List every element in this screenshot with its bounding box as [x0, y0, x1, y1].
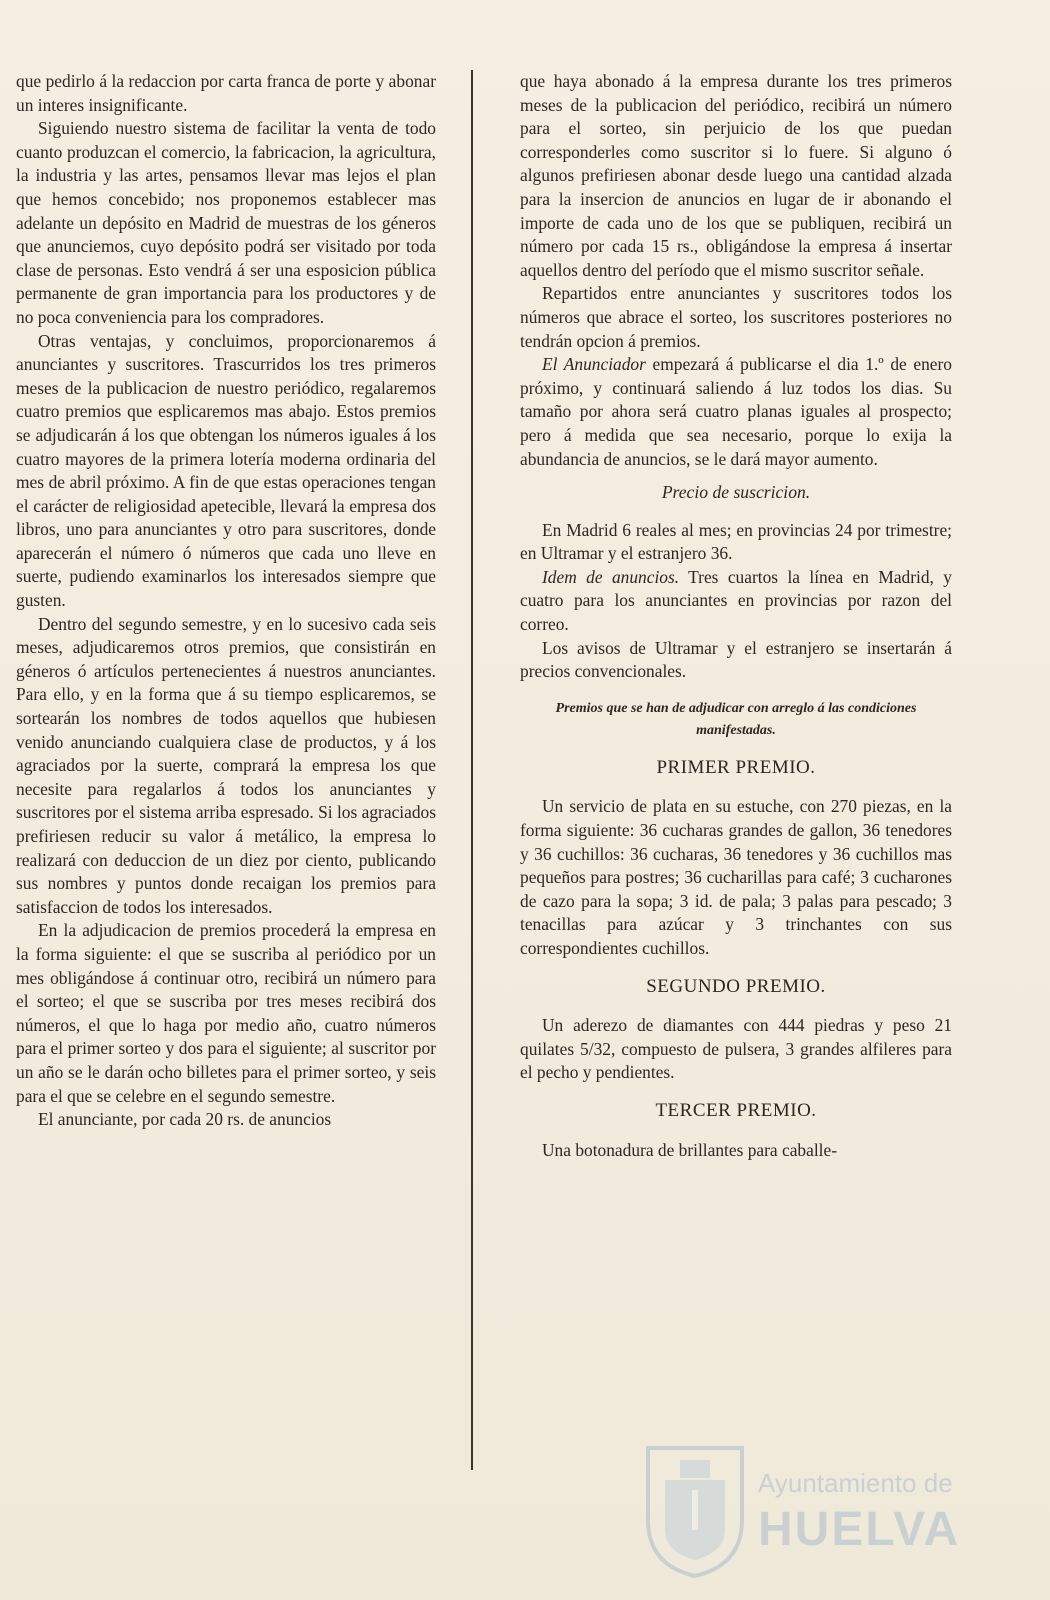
second-prize-text: Un aderezo de diamantes con 444 piedras y peso 21 quilates 5/32, compuesto de pulsera, 3 grandes alfileres para el pecho y pendientes. [520, 1015, 952, 1083]
right-column [520, 70, 952, 1162]
price-heading: Precio de suscricion. [661, 482, 811, 503]
subscription-prices: En Madrid 6 reales al mes; en provincias 24 por trimestre; en Ultramar y el estranjero 36. [520, 519, 952, 564]
left-paragraph-5: En la adjudicacion de premios procederá la empresa en la forma siguiente: el que se suscriba al periódico por un mes obligándose á continuar otro, recibirá un número para el sorteo; el que se suscriba por tres meses recibirá dos números, el que lo haga por medio año, cuatro números para el primer sorteo y dos para el siguiente; al suscritor por un año se le darán ocho billetes para el primer sorteo, y seis para el que se celebre en el segundo semestre. [16, 920, 436, 1106]
overseas-notice: Los avisos de Ultramar y el estranjero se insertarán á precios convencionales. [520, 637, 952, 682]
ad-prices [520, 566, 952, 637]
watermark-logo [640, 1440, 970, 1580]
left-paragraph-6: El anunciante, por cada 20 rs. de anuncios [38, 1109, 332, 1130]
third-prize-heading: TERCER PREMIO. [655, 1099, 817, 1121]
ad-prices-lead: Idem de anuncios. [542, 566, 680, 587]
shield-icon [640, 1440, 750, 1580]
left-paragraph-2: Siguiendo nuestro sistema de facilitar la venta de todo cuanto produzcan el comercio, la fabricacion, la agricultura, la industria y las artes, pensamos llevar mas lejos el plan que hemos concebido; nos proponemos establecer mas adelante un depósito en Madrid de muestras de los géneros que anunciemos, cuyo depósito podrá ser visitado por toda clase de personas. Esto vendrá á ser una esposicion pública permanente de gran importancia para los productores y de no poca conveniencia para los compradores. [16, 118, 436, 327]
left-paragraph-4: Dentro del segundo semestre, y en lo sucesivo cada seis meses, adjudicaremos otros premios, que consistirán en géneros ó artículos pertenecientes á nuestros anunciantes. Para ello, y en la forma que á su tiempo esplicaremos, se sortearán los nombres de todos aquellos que hubiesen venido anunciando cualquiera clase de productos, y á los agraciados por la suerte, comprará la empresa los que necesite para regalarlos á todos los anunciantes y suscritores por el sistema arriba espresado. Si los agraciados prefiriesen reducir su valor á metálico, la empresa lo realizará con deduccion de un diez por ciento, publicando sus nombres y puntos donde recaigan los premios para satisfaccion de todos los interesados. [16, 613, 436, 917]
third-prize-text: Una botonadura de brillantes para caballe- [542, 1139, 838, 1160]
column-divider [471, 70, 473, 1470]
right-paragraph-2: Repartidos entre anunciantes y suscritores todos los números que abrace el sorteo, los suscritores posteriores no tendrán opcion á premios. [520, 283, 952, 351]
right-paragraph-3 [520, 353, 952, 471]
watermark-line-2: HUELVA [758, 1503, 961, 1556]
first-prize-text: Un servicio de plata en su estuche, con 270 piezas, en la forma siguiente: 36 cucharas grandes de gallon, 36 tenedores y 36 cuchillos: 36 cucharas, 36 tenedores y 36 cuchillos mas pequeños para postres; 36 cucharillas para café; 3 cucharones de cazo para la sopa; 3 id. de pala; 3 palas para pescado; 3 tenacillas para azúcar y 3 trinchantes con sus correspondientes cuchillos. [520, 796, 952, 958]
left-paragraph-3: Otras ventajas, y concluimos, proporcionaremos á anunciantes y suscritores. Trascurridos los tres primeros meses de la publicacion de nuestro periódico, regalaremos cuatro premios que esplicaremos mas abajo. Estos premios se adjudicarán á los que obtengan los números iguales á los cuatro mayores de la primera lotería moderna ordinaria del mes de abril próximo. A fin de que estas operaciones tengan el carácter de religiosidad apetecible, llevará la empresa dos libros, uno para anunciantes y otro para suscritores, donde aparecerán el número ó números que cada uno lleve en suerte, pudiendo examinarlos los interesados siempre que gusten. [16, 330, 436, 611]
left-column [16, 70, 436, 1132]
left-paragraph-1: que pedirlo á la redaccion por carta franca de porte y abonar un interes insignificante. [16, 71, 436, 115]
ad-prices-text: Tres cuartos la línea en Madrid, y cuatro para los anunciantes en provincias por razon del correo. [520, 566, 952, 635]
first-prize-heading: PRIMER PREMIO. [656, 756, 816, 778]
right-paragraph-1: que haya abonado á la empresa durante los tres primeros meses de la publicacion del periódico, recibirá un número para el sorteo, sin perjuicio de los que puedan corresponderles como suscritor si lo fuere. Si alguno ó algunos prefiriesen abonar desde luego una cantidad alzada para la insercion de anuncios en lugar de ir abonando el importe de cada uno de los que se publiquen, recibirá un número por cada 15 rs., obligándose la empresa á insertar aquellos dentro del período que el mismo suscritor señale. [520, 71, 952, 280]
publication-start-text: empezará á publicarse el dia 1.º de enero próximo, y continuará saliendo á luz todos los dias. Su tamaño por ahora será cuatro planas iguales al prospecto; pero á medida que sea necesario, porque lo exija la abundancia de anuncios, se le dará mayor aumento. [520, 354, 952, 469]
newspaper-name: El Anunciador [542, 354, 646, 375]
watermark-line-1: Ayuntamiento de [758, 1468, 953, 1498]
prizes-title: Premios que se han de adjudicar con arreglo á las condiciones manifestadas. [555, 700, 917, 738]
second-prize-heading: SEGUNDO PREMIO. [646, 975, 826, 997]
